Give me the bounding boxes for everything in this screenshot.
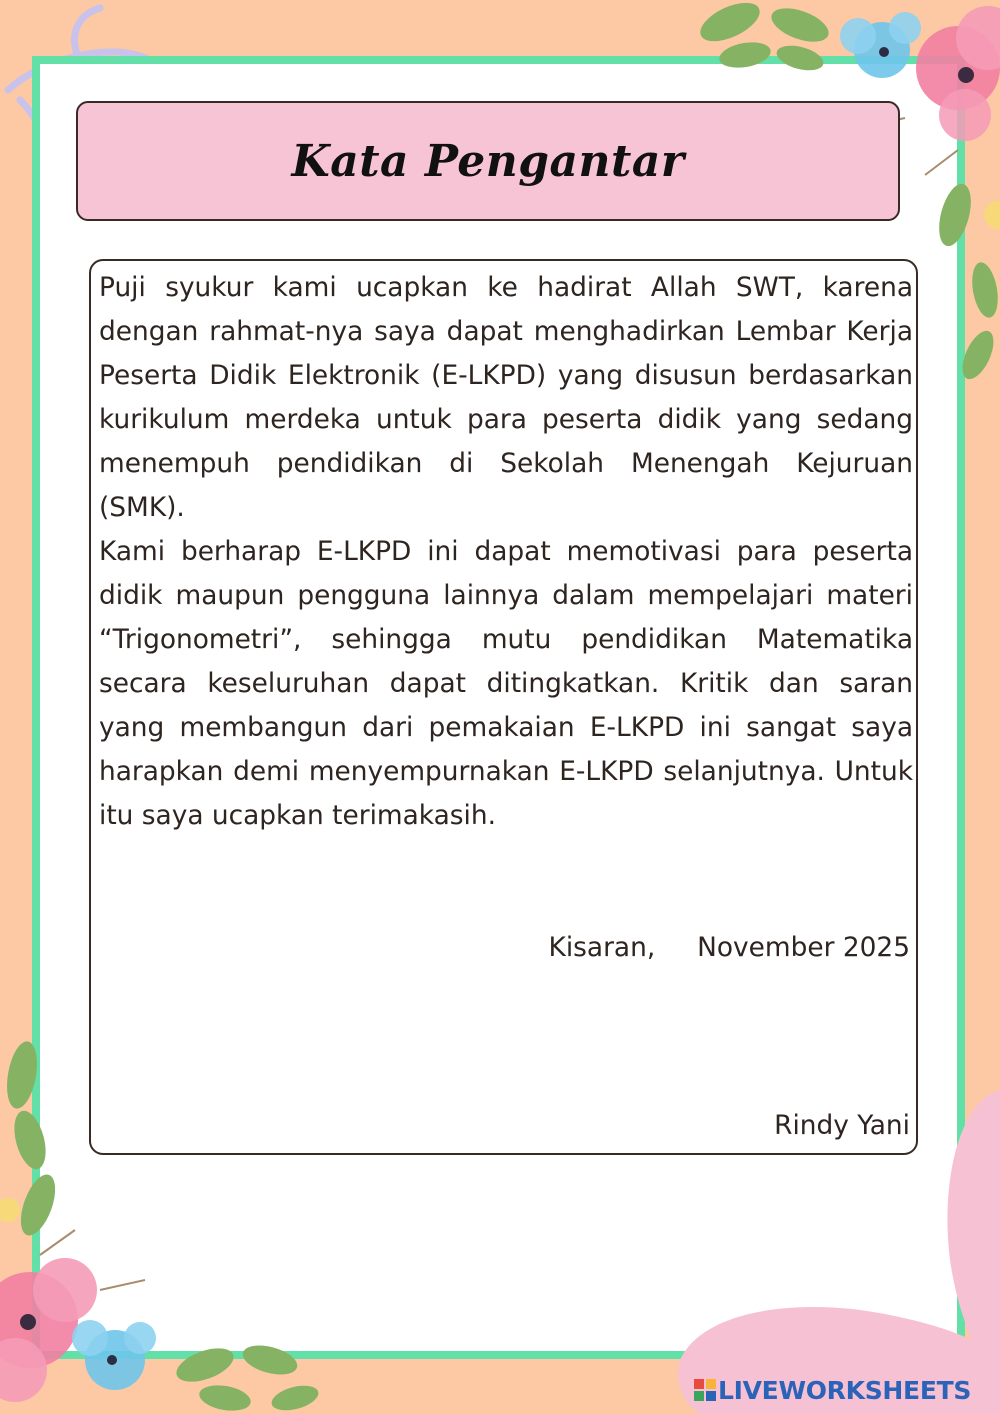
paragraph-hope: Kami berharap E-LKPD ini dapat memotivasi para peserta didik maupun pengguna lainnya dalam mempelajari materi “Trigonometri”, sehingga mutu pendidikan Matematika secara keseluruhan dapat ditingkatkan. Kritik dan saran yang membangun dari pemakaian E-LKPD ini sangat saya harapkan demi menyempurnakan E-LKPD selanjutnya. Untuk itu saya ucapkan terimakasih. [99, 536, 913, 831]
paragraph-intro: Puji syukur kami ucapkan ke hadirat Allah SWT, karena dengan rahmat-nya saya dapat menghadirkan Lembar Kerja Peserta Didik Elektronik (E-LKPD) yang disusun berdasarkan kurikulum merdeka untuk para peserta didik yang sedang menempuh pendidikan di Sekolah Menengah Kejuruan (SMK). [99, 272, 913, 523]
page-title: Kata Pengantar [291, 135, 685, 187]
liveworksheets-watermark [694, 1374, 971, 1406]
dateline: Kisaran, November 2025 [548, 932, 910, 963]
brand-name: LIVEWORKSHEETS [718, 1375, 972, 1405]
liveworksheets-logo-icon [694, 1379, 716, 1401]
signer-name: Rindy Yani [774, 1110, 910, 1141]
title-banner [76, 101, 900, 221]
content-box [89, 259, 918, 1155]
